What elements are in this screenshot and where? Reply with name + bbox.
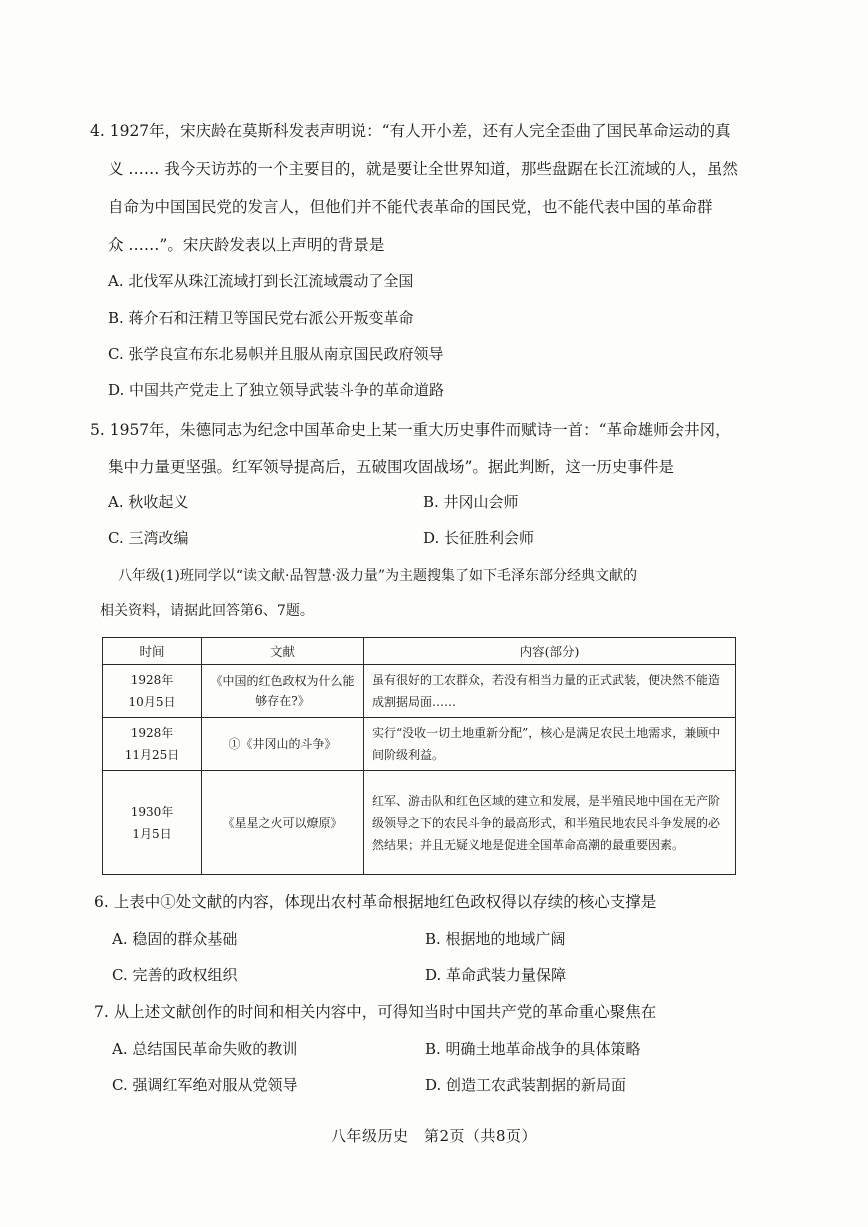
q6-option-d[interactable]: D. 革命武装力量保障 xyxy=(425,966,567,984)
header-time: 时间 xyxy=(103,638,202,665)
row-date: 1月5日 xyxy=(132,826,172,841)
q7-stem: 7. 从上述文献创作的时间和相关内容中，可得知当时中国共产党的革命重心聚焦在 xyxy=(94,1003,657,1021)
q4-option-d[interactable]: D. 中国共产党走上了独立领导武装斗争的革命道路 xyxy=(108,381,445,399)
row-date: 11月25日 xyxy=(124,748,180,762)
row-year: 1928年 xyxy=(130,726,174,740)
literature-table xyxy=(102,637,736,875)
header-document: 文献 xyxy=(202,638,364,665)
q6-option-b[interactable]: B. 根据地的地域广阔 xyxy=(425,930,566,948)
q7-option-a[interactable]: A. 总结国民革命失败的教训 xyxy=(112,1040,298,1058)
table-header-row xyxy=(103,638,736,665)
q7-option-d[interactable]: D. 创造工农武装割据的新局面 xyxy=(425,1076,627,1094)
q4-stem-line-4: 众 ……”。宋庆龄发表以上声明的背景是 xyxy=(108,236,385,254)
q4-stem-line-3: 自命为中国国民党的发言人，但他们并不能代表革命的国民党，也不能代表中国的革命群 xyxy=(108,198,713,216)
page-footer: 八年级历史 第2页（共8页） xyxy=(330,1127,538,1145)
q4-stem-line-2: 义 …… 我今天访苏的一个主要目的，就是要让全世界知道，那些盘踞在长江流域的人，虽然 xyxy=(108,160,738,178)
q6-stem: 6. 上表中①处文献的内容，体现出农村革命根据地红色政权得以存续的核心支撑是 xyxy=(94,893,657,911)
q5-option-a[interactable]: A. 秋收起义 xyxy=(108,493,189,511)
row-content: 虽有很好的工农群众，若没有相当力量的正式武装，便决然不能造成割据局面…… xyxy=(364,665,736,718)
row-year: 1930年 xyxy=(130,804,174,819)
q7-option-c[interactable]: C. 强调红军绝对服从党领导 xyxy=(112,1076,298,1094)
q5-stem-line-2: 集中力量更坚强。红军领导提高后，五破围攻固战场”。据此判断，这一历史事件是 xyxy=(108,458,674,476)
q7-option-b[interactable]: B. 明确土地革命战争的具体策略 xyxy=(425,1040,641,1058)
row-document: 《中国的红色政权为什么能够存在?》 xyxy=(202,665,364,718)
q5-option-d[interactable]: D. 长征胜利会师 xyxy=(423,529,535,547)
q5-option-c[interactable]: C. 三湾改编 xyxy=(108,529,189,547)
q4-stem-line-1: 4. 1927年，宋庆龄在莫斯科发表声明说：“有人开小差，还有人完全歪曲了国民革命运动的真 xyxy=(90,122,731,140)
row-time xyxy=(103,665,202,718)
q4-option-a[interactable]: A. 北伐军从珠江流域打到长江流域震动了全国 xyxy=(108,272,414,290)
row-time xyxy=(103,718,202,771)
intro-line-1: 八年级(1)班同学以“读文献·品智慧·汲力量”为主题搜集了如下毛泽东部分经典文献的 xyxy=(118,568,638,584)
row-content: 实行“没收一切土地重新分配”，核心是满足农民土地需求，兼顾中间阶级利益。 xyxy=(364,718,736,771)
header-content: 内容(部分) xyxy=(364,638,736,665)
row-document: ①《井冈山的斗争》 xyxy=(202,718,364,771)
row-year: 1928年 xyxy=(130,673,174,687)
row-document: 《星星之火可以燎原》 xyxy=(202,771,364,875)
q6-option-a[interactable]: A. 稳固的群众基础 xyxy=(112,930,238,948)
q5-option-b[interactable]: B. 井冈山会师 xyxy=(423,493,519,511)
q4-option-b[interactable]: B. 蒋介石和汪精卫等国民党右派公开叛变革命 xyxy=(108,309,414,327)
q5-stem-line-1: 5. 1957年，朱德同志为纪念中国革命史上某一重大历史事件而赋诗一首：“革命雄师会井冈， xyxy=(90,421,731,439)
q6-option-c[interactable]: C. 完善的政权组织 xyxy=(112,966,238,984)
q4-option-c[interactable]: C. 张学良宣布东北易帜并且服从南京国民政府领导 xyxy=(108,345,444,363)
table-row xyxy=(103,718,736,771)
row-time xyxy=(103,771,202,875)
intro-line-2: 相关资料，请据此回答第6、7题。 xyxy=(100,603,314,619)
row-date: 10月5日 xyxy=(128,695,176,709)
table-row xyxy=(103,665,736,718)
table-row xyxy=(103,771,736,875)
row-content: 红军、游击队和红色区域的建立和发展，是半殖民地中国在无产阶级领导之下的农民斗争的最高形式，和半殖民地农民斗争发展的必然结果；并且无疑义地是促进全国革命高潮的最重要因素。 xyxy=(364,771,736,875)
